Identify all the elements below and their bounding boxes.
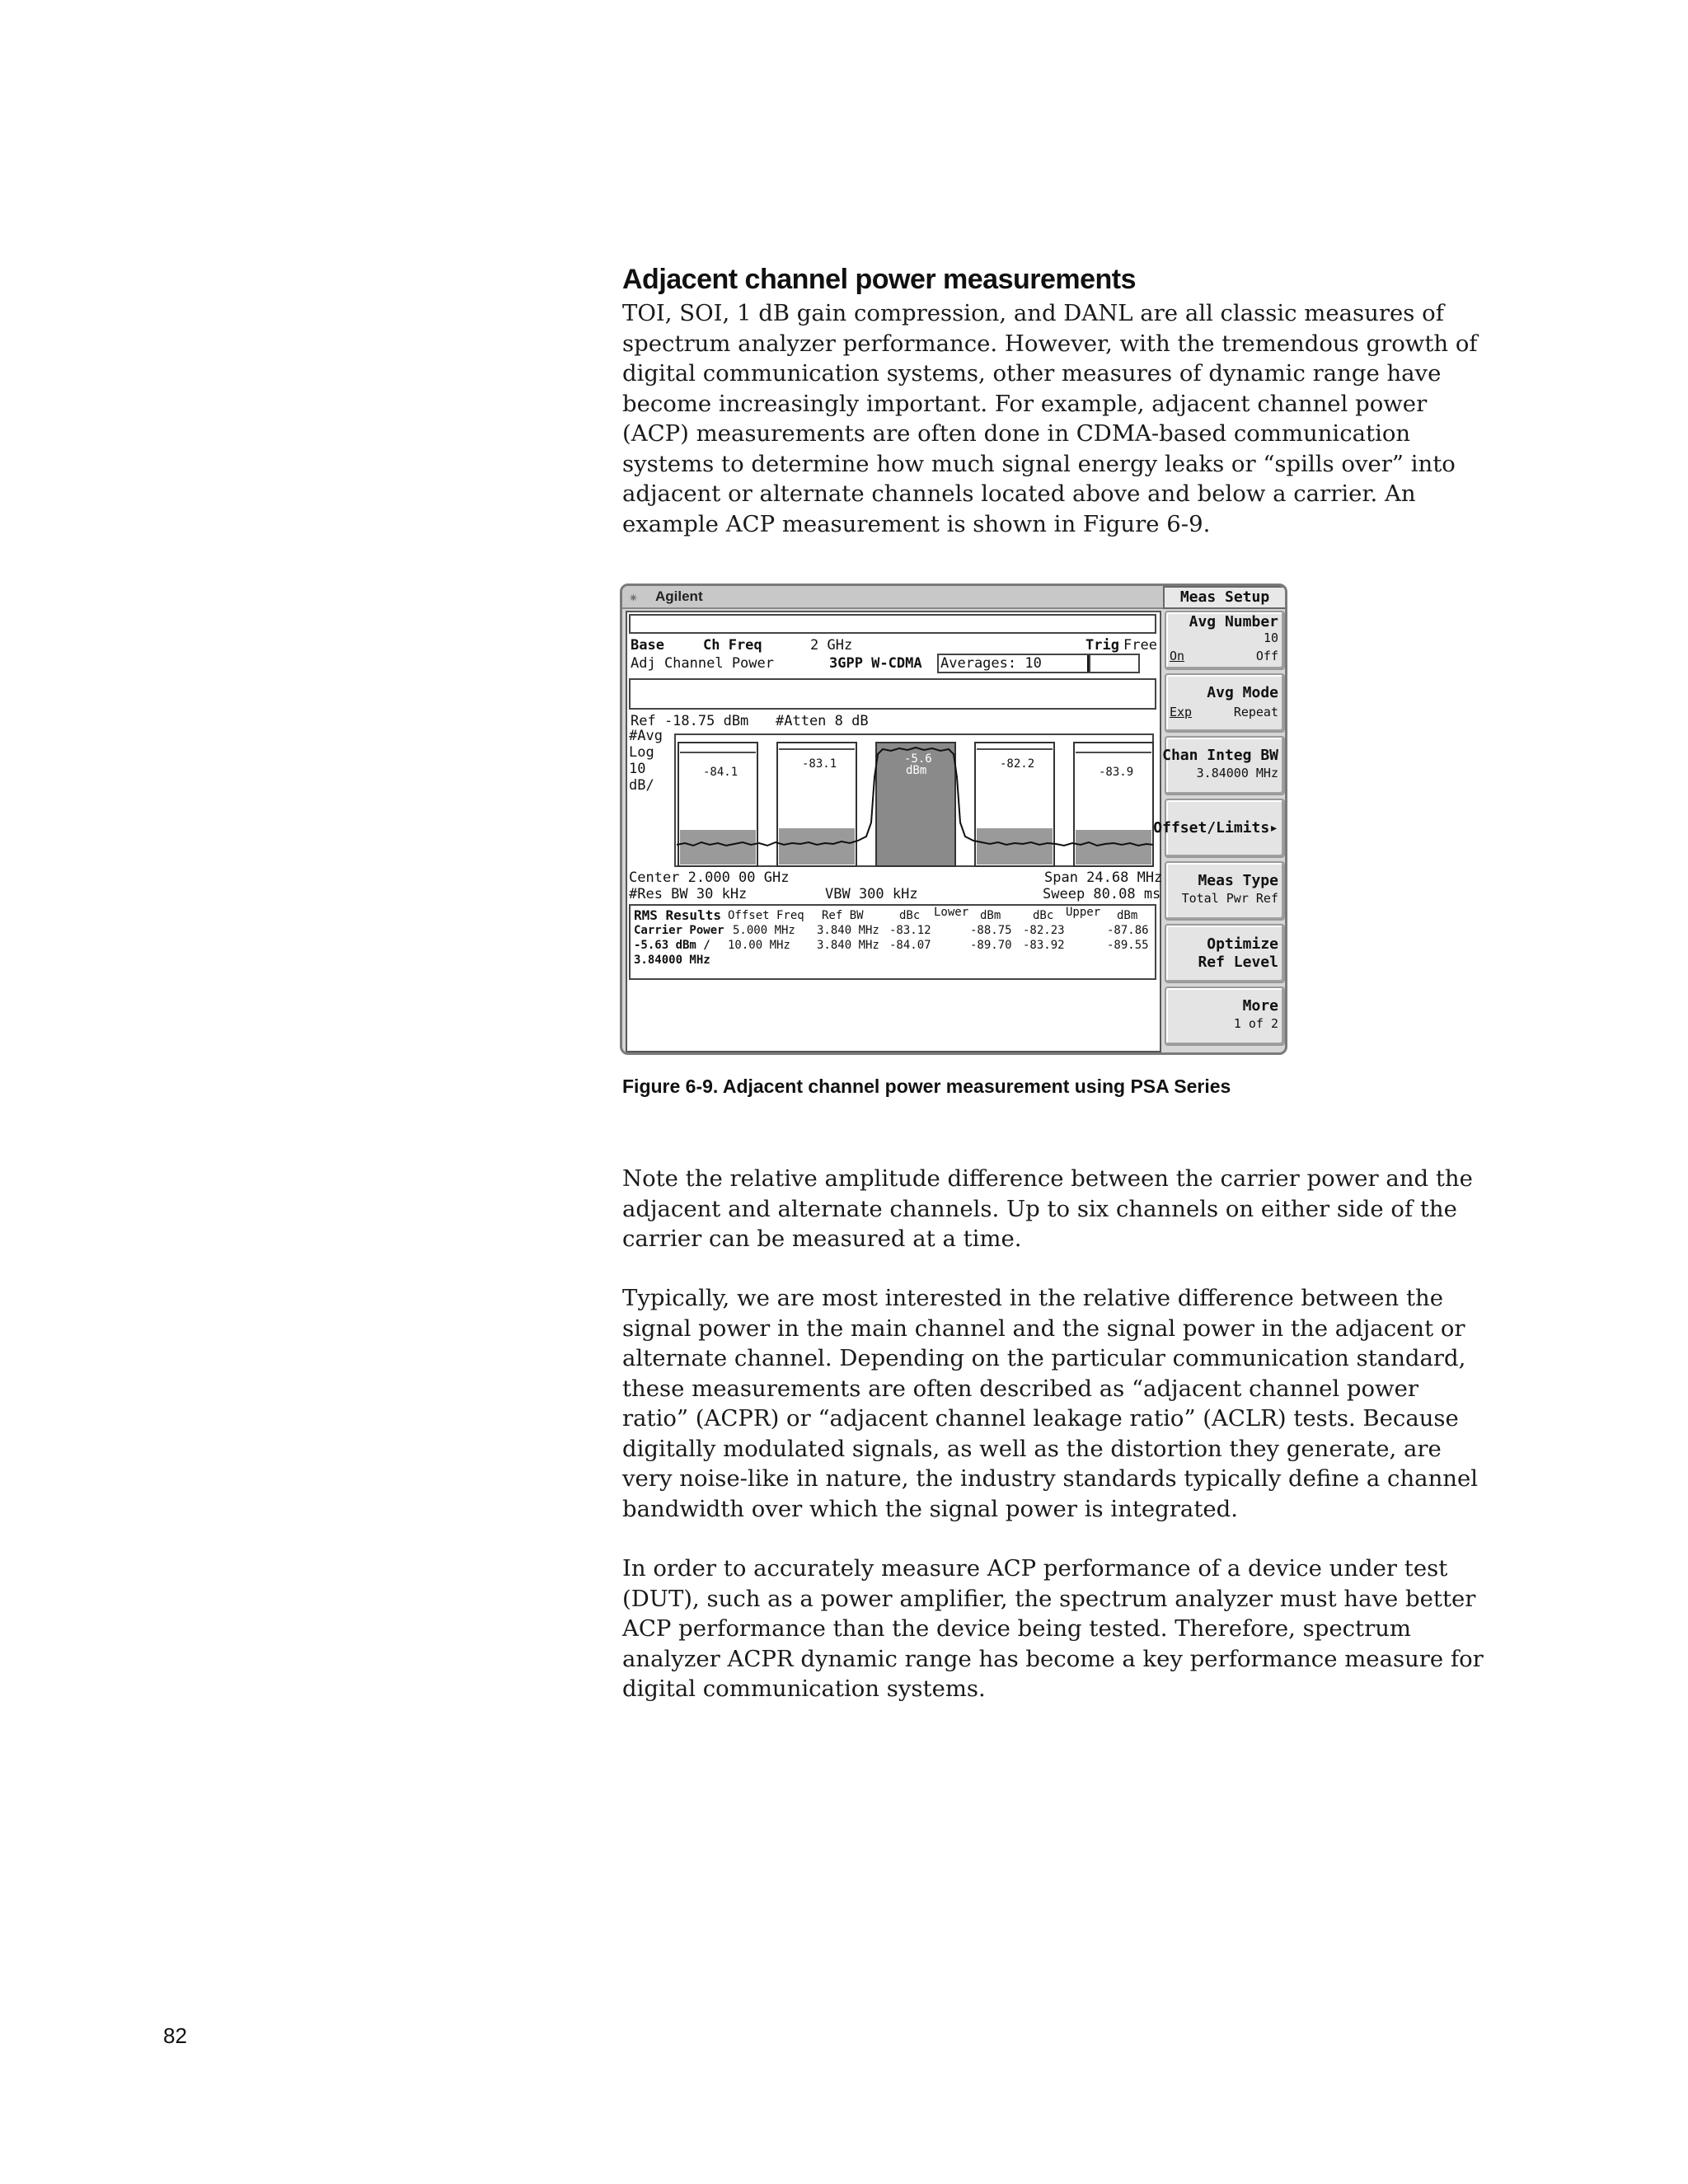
row1-refbw: 3.840 MHz [817, 924, 879, 937]
header-ref-bw: Ref BW [822, 909, 864, 922]
row1-offset: 5.000 MHz [733, 924, 795, 937]
spectrum-plot [627, 612, 1163, 1054]
header-lower: Lower [934, 906, 969, 919]
row2-upper-dbc: -83.92 [1023, 939, 1065, 952]
span: Span 24.68 MHz [1044, 869, 1163, 886]
ch-freq-label: Ch Freq [703, 637, 762, 654]
row2-upper-dbm: -89.55 [1107, 939, 1149, 952]
row2-lower-dbc: -84.07 [889, 939, 931, 952]
ch-freq-value: 2 GHz [810, 637, 853, 654]
section-heading: Adjacent channel power measurements [622, 264, 1137, 295]
avg-off-option: Off [1255, 649, 1278, 663]
scale-value: 10 [629, 761, 646, 777]
row1-upper-dbc: -82.23 [1023, 924, 1065, 937]
more-softkey[interactable] [1165, 987, 1285, 1046]
scale-type: Log [629, 744, 654, 761]
analyzer-title-bar [622, 586, 1163, 609]
header-offset-freq: Offset Freq [728, 909, 804, 922]
more-label: More [1242, 997, 1278, 1015]
agilent-logo-icon: ✷ [629, 588, 638, 606]
avg-mode-label: Avg Mode [1207, 684, 1278, 701]
row2-lower-dbm: -89.70 [970, 939, 1012, 952]
row1-lower-dbc: -83.12 [889, 924, 931, 937]
body-paragraph-2: Note the relative amplitude difference between the carrier power and the adjacent and alternate channels. Up to six channels on either side of the carrier can be measured at a time. [622, 1165, 1473, 1252]
meas-type-label: Meas Type [1198, 872, 1278, 889]
measurement-name: Adj Channel Power [631, 655, 774, 672]
ref-level-label: Ref Level [1198, 954, 1278, 971]
results-table [629, 904, 1156, 980]
avg-on-option: On [1170, 649, 1185, 663]
ref-level: Ref -18.75 dBm [631, 713, 749, 729]
analyzer-display [626, 611, 1161, 1052]
noise-fill-3 [977, 828, 1053, 865]
intro-paragraph: TOI, SOI, 1 dB gain compression, and DANL are all classic measures of spectrum analyzer performance. However, with the tremendous growth of digital communication systems, other measures of dynamic range have become increasingly important. For example, adjacent channel power (ACP) measurements are often done in CDMA-based communication systems to determine how much signal energy leaks or “spills over” into adjacent or alternate channels located above and below a carrier. An example ACP measurement is shown in Figure 6-9. [622, 300, 1478, 537]
channel-value-lower-alt: -84.1 [703, 766, 738, 779]
chan-integ-bw-value: 3.84000 MHz [1196, 766, 1278, 780]
noise-fill-4 [1076, 830, 1151, 865]
chan-integ-bw-softkey[interactable] [1162, 736, 1285, 795]
res-bw: #Res BW 30 kHz [629, 886, 748, 902]
chan-integ-bw-label: Chan Integ BW [1162, 747, 1278, 764]
header-upper-dbm: dBm [1117, 909, 1138, 922]
brand-label: Agilent [655, 588, 703, 604]
optimize-ref-level-softkey[interactable] [1165, 924, 1285, 983]
softkey-menu-title: Meas Setup [1163, 586, 1287, 609]
results-title: RMS Results [634, 907, 721, 923]
base-label: Base [631, 637, 664, 654]
row1-lower-dbm: -88.75 [970, 924, 1012, 937]
trig-value: Free [1123, 637, 1157, 654]
more-page: 1 of 2 [1233, 1016, 1278, 1031]
header-upper-dbc: dBc [1033, 909, 1054, 922]
header-lower-dbm: dBm [980, 909, 1001, 922]
attenuation: #Atten 8 dB [776, 713, 869, 729]
analyzer-screenshot [620, 583, 1287, 1055]
sweep-time: Sweep 80.08 ms [1043, 886, 1161, 902]
noise-fill-2 [779, 828, 855, 865]
channel-value-upper-alt: -83.9 [1099, 766, 1134, 779]
meas-type-value: Total Pwr Ref [1181, 891, 1278, 906]
carrier-unit: dBm [906, 764, 927, 777]
avg-indicator: #Avg [629, 728, 663, 744]
vbw: VBW 300 kHz [825, 886, 918, 902]
carrier-power-value: -5.63 dBm / [634, 939, 710, 952]
avg-number-softkey[interactable] [1165, 611, 1285, 670]
avg-mode-repeat: Repeat [1233, 705, 1278, 719]
row2-refbw: 3.840 MHz [817, 939, 879, 952]
figure-caption: Figure 6-9. Adjacent channel power measurement using PSA Series [622, 1076, 1231, 1097]
trig-label: Trig [1085, 637, 1119, 654]
avg-number-value: 10 [1263, 630, 1278, 645]
row1-upper-dbm: -87.86 [1107, 924, 1149, 937]
carrier-bandwidth: 3.84000 MHz [634, 954, 710, 967]
avg-number-label: Avg Number [1189, 613, 1278, 630]
body-paragraph-3: Typically, we are most interested in the relative difference between the signal power in the main channel and the signal power in the adjacent or alternate channel. Depending on the particular communication standard, these measurements are often described as “adjacent channel power ratio” (ACPR) or “adjacent channel leakage ratio” (ACLR) tests. Because digitally modulated signals, as well as the distortion they generate, are very noise-like in nature, the industry standards typically define a channel bandwidth over which the signal power is integrated. [622, 1285, 1479, 1522]
channel-value-lower-adj: -83.1 [802, 757, 837, 771]
center-frequency: Center 2.000 00 GHz [629, 869, 790, 886]
header-lower-dbc: dBc [899, 909, 921, 922]
offset-limits-label: Offset/Limits▸ [1153, 819, 1278, 837]
meas-type-softkey[interactable] [1165, 861, 1285, 921]
scale-unit: dB/ [629, 777, 654, 794]
header-upper: Upper [1066, 906, 1101, 919]
channel-value-carrier: -5.6 [904, 752, 932, 766]
offset-limits-softkey[interactable] [1153, 799, 1285, 858]
averages-text: Averages: 10 [940, 655, 1042, 672]
avg-mode-softkey[interactable] [1165, 673, 1285, 733]
avg-mode-exp: Exp [1170, 705, 1193, 719]
optimize-label: Optimize [1207, 935, 1278, 953]
carrier-power-label: Carrier Power [634, 924, 724, 937]
body-paragraph-4: In order to accurately measure ACP performance of a device under test (DUT), such as a power amplifier, the spectrum analyzer must have better ACP performance than the device being tested. Therefore, spectrum analyzer ACPR dynamic range has become a key performance measure for digital communication systems. [622, 1555, 1484, 1702]
channel-value-upper-adj: -82.2 [1000, 757, 1035, 771]
noise-fill-1 [680, 830, 756, 865]
page-number: 82 [163, 2023, 187, 2048]
row2-offset: 10.00 MHz [728, 939, 790, 952]
standard-label: 3GPP W-CDMA [829, 655, 922, 672]
softkey-panel [1153, 586, 1287, 1052]
